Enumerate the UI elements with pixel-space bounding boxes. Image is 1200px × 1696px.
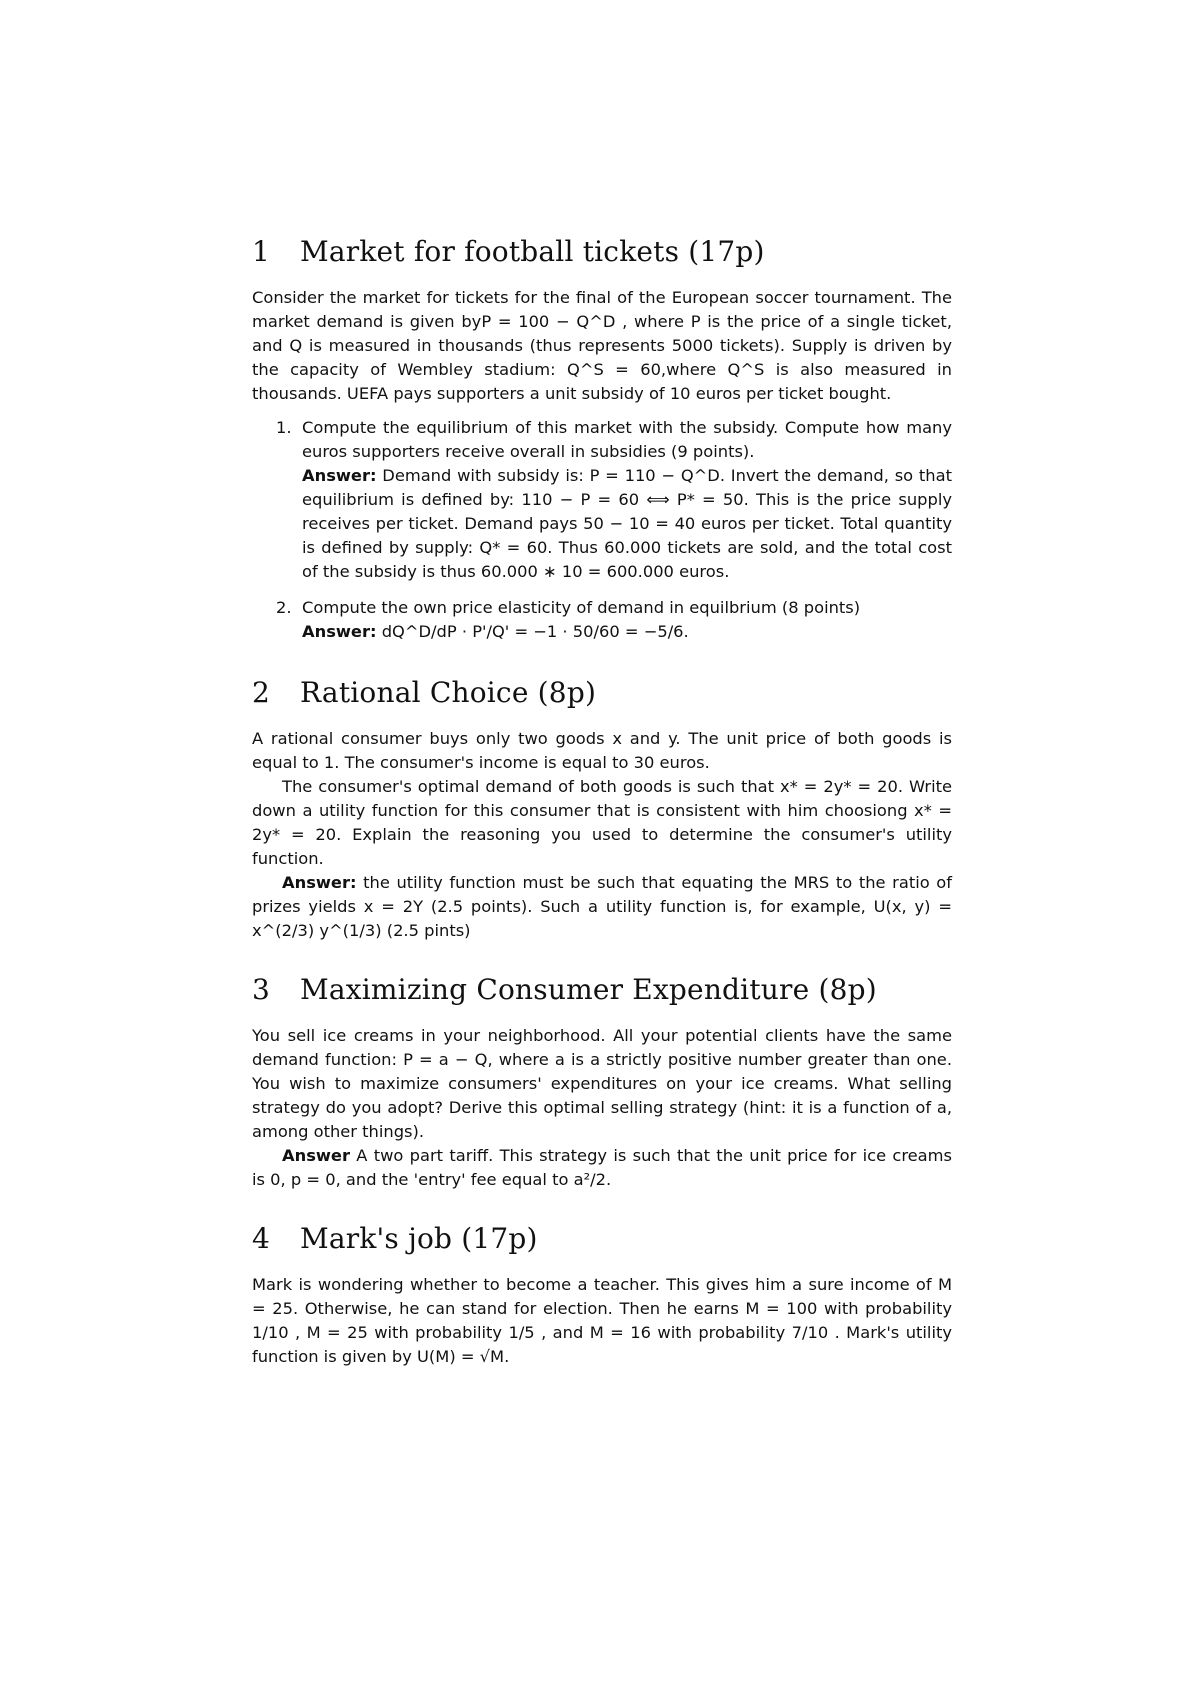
section-1	[252, 235, 952, 644]
answer-body: A two part tariff. This strategy is such that the unit price for ice creams is 0, p = 0, and the 'entry' fee equal to a²/2.	[252, 1146, 953, 1189]
section-title-text: Market for football tickets (17p)	[300, 235, 765, 268]
section-number: 2	[252, 676, 271, 709]
question-text: Compute the equilibrium of this market with the subsidy. Compute how many euros supporters receive overall in subsidies (9 points).	[302, 418, 952, 461]
section-title	[252, 1222, 952, 1255]
answer-body: the utility function must be such that equating the MRS to the ratio of prizes yields x = 2Y (2.5 points). Such a utility function is, for example, U(x, y) = x^(2/3) y^(1/3) (2.5 pints)	[252, 873, 952, 940]
answer-text	[302, 464, 952, 584]
answer-label: Answer:	[282, 873, 357, 892]
section-3	[252, 973, 952, 1192]
section-title	[252, 973, 952, 1006]
answer-text	[302, 620, 952, 644]
answer-label: Answer:	[302, 622, 377, 641]
paragraph: The consumer's optimal demand of both goods is such that x* = 2y* = 20. Write down a utility function for this consumer that is consistent with him choosiong x* = 2y* = 20. Explain the reasoning you used to determine the consumer's utility function.	[252, 777, 952, 868]
list-item	[252, 596, 952, 644]
answer-label: Answer:	[302, 466, 377, 485]
answer-label: Answer	[282, 1146, 350, 1165]
section-number: 4	[252, 1222, 271, 1255]
section-title-text: Mark's job (17p)	[300, 1222, 538, 1255]
paragraph: Mark is wondering whether to become a teacher. This gives him a sure income of M = 25. Otherwise, he can stand for election. Then he earns M = 100 with probability 1/10 , M = 25 with probability 1/5 , and M = 16 with probability 7/10 . Mark's utility function is given by U(M) = √M.	[252, 1275, 952, 1366]
answer-text	[252, 871, 952, 943]
section-title-text: Rational Choice (8p)	[300, 676, 597, 709]
list-item	[252, 416, 952, 584]
answer-body: dQ^D/dP · P'/Q' = −1 · 50/60 = −5/6.	[381, 622, 689, 641]
section-title-text: Maximizing Consumer Expenditure (8p)	[300, 973, 877, 1006]
section-intro: Consider the market for tickets for the final of the European soccer tournament. The market demand is given byP = 100 − Q^D , where P is the price of a single ticket, and Q is measured in thousands (thus represents 5000 tickets). Supply is driven by the capacity of Wembley stadium: Q^S = 60,where Q^S is also measured in thousands. UEFA pays supporters a unit subsidy of 10 euros per ticket bought.	[252, 288, 952, 403]
section-number: 1	[252, 235, 271, 268]
answer-text	[252, 1144, 952, 1192]
item-number: 2.	[276, 598, 292, 617]
section-2	[252, 676, 952, 943]
section-title	[252, 676, 952, 709]
document-page	[252, 235, 952, 1369]
question-list	[252, 416, 952, 644]
section-title	[252, 235, 952, 268]
answer-body: Demand with subsidy is: P = 110 − Q^D. Invert the demand, so that equilibrium is defined by: 110 − P = 60 ⟺ P* = 50. This is the price supply receives per ticket. Demand pays 50 − 10 = 40 euros per ticket. Total quantity is defined by supply: Q* = 60. Thus 60.000 tickets are sold, and the total cost of the subsidy is thus 60.000 ∗ 10 = 600.000 euros.	[302, 466, 952, 581]
question-text: Compute the own price elasticity of demand in equilbrium (8 points)	[302, 598, 861, 617]
paragraph: You sell ice creams in your neighborhood. All your potential clients have the same demand function: P = a − Q, where a is a strictly positive number greater than one. You wish to maximize consumers' expenditures on your ice creams. What selling strategy do you adopt? Derive this optimal selling strategy (hint: it is a function of a, among other things).	[252, 1026, 952, 1141]
section-4	[252, 1222, 952, 1369]
paragraph: A rational consumer buys only two goods x and y. The unit price of both goods is equal to 1. The consumer's income is equal to 30 euros.	[252, 729, 952, 772]
item-number: 1.	[276, 418, 292, 437]
section-number: 3	[252, 973, 271, 1006]
